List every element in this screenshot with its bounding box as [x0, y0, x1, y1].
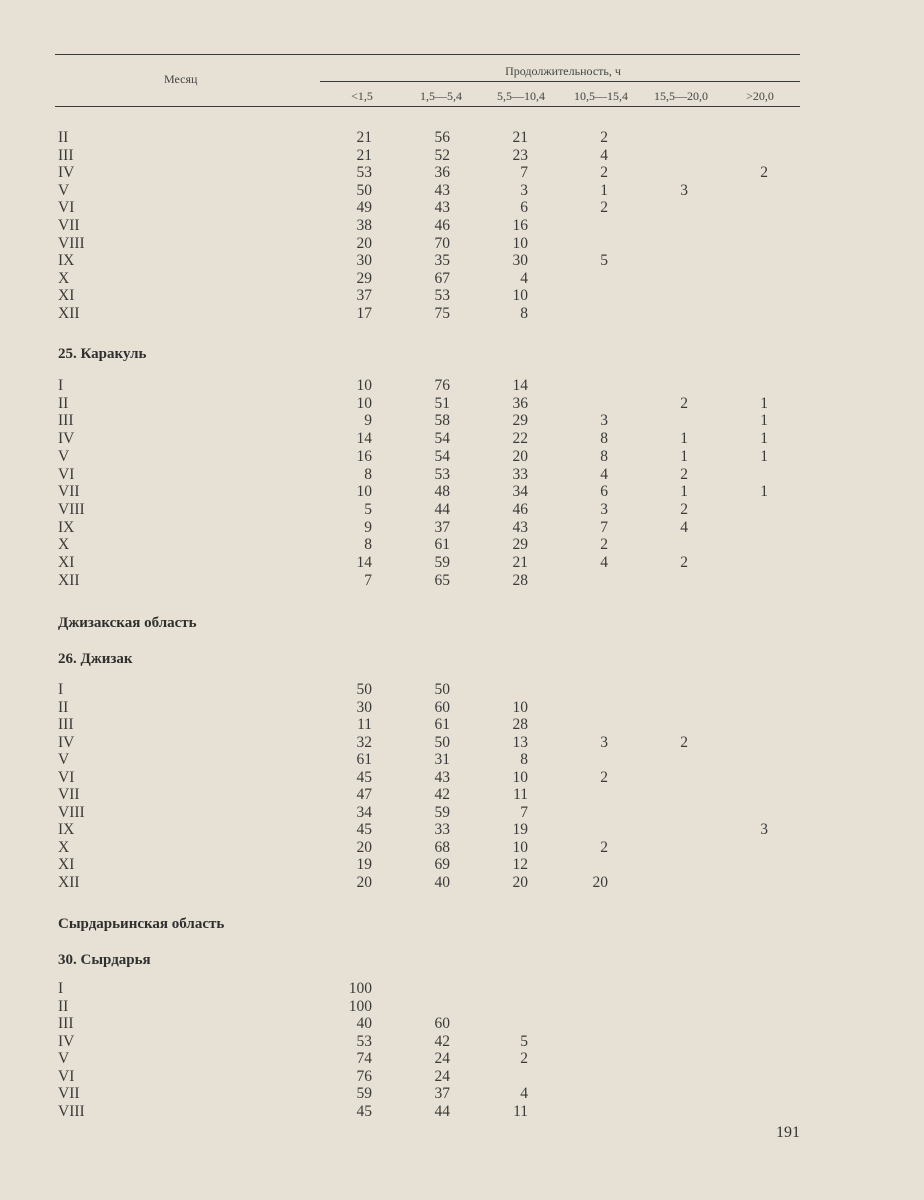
value-cell: 10	[356, 394, 372, 412]
value-cell: 4	[520, 1085, 528, 1102]
value-cell: 20	[512, 873, 528, 891]
month-cell: VII	[58, 483, 80, 501]
value-cell: 4	[600, 146, 608, 164]
value-cell: 1	[760, 412, 768, 430]
value-cell: 17	[356, 305, 372, 322]
value-cell: 2	[520, 1050, 528, 1067]
value-cell: 3	[760, 821, 768, 838]
month-cell: XI	[58, 287, 75, 305]
value-cell: 40	[356, 1015, 372, 1032]
value-cell: 2	[680, 500, 688, 518]
value-cell: 42	[434, 1032, 450, 1050]
value-cell: 11	[513, 786, 528, 803]
value-cell: 10	[356, 377, 372, 394]
value-cell: 43	[434, 199, 450, 217]
month-cell: V	[58, 751, 70, 768]
value-cell: 16	[512, 217, 528, 234]
value-cell: 1	[760, 394, 768, 412]
value-cell: 8	[520, 305, 528, 322]
table-row	[0, 305, 924, 322]
value-cell: 37	[434, 1085, 450, 1102]
value-cell: 65	[434, 571, 450, 589]
value-cell: 1	[760, 447, 768, 465]
table-row	[0, 430, 924, 447]
month-cell: VIII	[58, 1102, 85, 1120]
table-row	[0, 1015, 924, 1032]
table-row	[0, 572, 924, 589]
value-cell: 2	[600, 536, 608, 554]
value-cell: 2	[600, 838, 608, 856]
value-cell: 1	[680, 447, 688, 465]
value-cell: 45	[356, 768, 372, 786]
value-cell: 1	[760, 483, 768, 501]
value-cell: 61	[356, 751, 372, 768]
value-cell: 3	[600, 500, 608, 518]
table-row	[0, 164, 924, 181]
month-cell: IV	[58, 733, 75, 751]
month-cell: XI	[58, 554, 75, 571]
table-row	[0, 252, 924, 269]
value-cell: 34	[356, 803, 372, 821]
value-cell: 36	[434, 164, 450, 182]
value-cell: 6	[600, 483, 608, 501]
value-cell: 50	[434, 681, 450, 698]
month-cell: IX	[58, 252, 75, 270]
value-cell: 7	[600, 518, 608, 536]
value-cell: 53	[356, 164, 372, 182]
month-cell: III	[58, 412, 74, 430]
table-row	[0, 998, 924, 1015]
table-row	[0, 874, 924, 891]
value-cell: 43	[512, 518, 528, 536]
table-row	[0, 839, 924, 856]
value-cell: 50	[356, 681, 372, 698]
value-cell: 21	[356, 129, 372, 146]
month-cell: X	[58, 269, 70, 287]
value-cell: 44	[434, 1102, 450, 1120]
table-row	[0, 856, 924, 873]
month-cell: IX	[58, 518, 75, 536]
month-cell: VII	[58, 217, 80, 234]
month-cell: XI	[58, 856, 75, 873]
table-top-rule	[55, 54, 800, 55]
value-cell: 60	[434, 1015, 450, 1032]
value-cell: 100	[348, 997, 372, 1015]
value-cell: 54	[434, 447, 450, 465]
value-cell: 30	[356, 252, 372, 270]
col-header-6: >20,0	[746, 89, 774, 103]
value-cell: 2	[680, 554, 688, 571]
month-cell: V	[58, 1050, 70, 1067]
value-cell: 34	[512, 483, 528, 501]
month-cell: VI	[58, 768, 75, 786]
value-cell: 44	[434, 500, 450, 518]
value-cell: 60	[434, 698, 450, 716]
value-cell: 31	[434, 751, 450, 768]
value-cell: 28	[512, 571, 528, 589]
page-number: 191	[776, 1124, 800, 1141]
table-row	[0, 536, 924, 553]
col-header-5: 15,5—20,0	[654, 89, 708, 103]
month-cell: VIII	[58, 500, 85, 518]
value-cell: 4	[520, 269, 528, 287]
value-cell: 53	[356, 1032, 372, 1050]
value-cell: 59	[356, 1085, 372, 1102]
value-cell: 59	[434, 554, 450, 571]
value-cell: 53	[434, 465, 450, 483]
value-cell: 10	[512, 234, 528, 252]
value-cell: 10	[512, 768, 528, 786]
value-cell: 8	[600, 447, 608, 465]
table-row	[0, 1050, 924, 1067]
value-cell: 10	[356, 483, 372, 501]
col-header-2: 1,5—5,4	[420, 89, 462, 103]
value-cell: 3	[520, 181, 528, 199]
month-cell: VI	[58, 1067, 75, 1085]
table-row	[0, 734, 924, 751]
value-cell: 45	[356, 821, 372, 838]
value-cell: 5	[520, 1032, 528, 1050]
value-cell: 30	[512, 252, 528, 270]
value-cell: 70	[434, 234, 450, 252]
table-row	[0, 466, 924, 483]
value-cell: 10	[512, 838, 528, 856]
value-cell: 19	[512, 821, 528, 838]
table-row	[0, 129, 924, 146]
value-cell: 54	[434, 430, 450, 448]
value-cell: 2	[600, 129, 608, 146]
table-row	[0, 377, 924, 394]
value-cell: 21	[512, 554, 528, 571]
value-cell: 2	[680, 465, 688, 483]
month-cell: XII	[58, 305, 80, 322]
region-title-jizzakh: Джизакская область	[58, 615, 197, 631]
col-header-4: 10,5—15,4	[574, 89, 628, 103]
value-cell: 51	[434, 394, 450, 412]
table-row	[0, 716, 924, 733]
month-cell: IV	[58, 430, 75, 448]
value-cell: 52	[434, 146, 450, 164]
value-cell: 1	[680, 483, 688, 501]
station-title-jizzakh: 26. Джизак	[58, 651, 133, 667]
value-cell: 50	[356, 181, 372, 199]
value-cell: 9	[364, 412, 372, 430]
value-cell: 3	[680, 181, 688, 199]
value-cell: 2	[680, 733, 688, 751]
value-cell: 21	[356, 146, 372, 164]
month-cell: II	[58, 997, 69, 1015]
value-cell: 2	[600, 199, 608, 217]
value-cell: 1	[680, 430, 688, 448]
value-cell: 29	[356, 269, 372, 287]
month-cell: IX	[58, 821, 75, 838]
table-row	[0, 182, 924, 199]
value-cell: 22	[512, 430, 528, 448]
value-cell: 20	[356, 873, 372, 891]
value-cell: 19	[356, 856, 372, 873]
value-cell: 32	[356, 733, 372, 751]
value-cell: 14	[356, 554, 372, 571]
value-cell: 5	[600, 252, 608, 270]
value-cell: 53	[434, 287, 450, 305]
table-row	[0, 501, 924, 518]
month-cell: VI	[58, 465, 75, 483]
value-cell: 67	[434, 269, 450, 287]
group-header-rule	[320, 81, 800, 82]
value-cell: 20	[356, 234, 372, 252]
table-row	[0, 217, 924, 234]
table-row	[0, 270, 924, 287]
value-cell: 76	[356, 1067, 372, 1085]
month-cell: III	[58, 1015, 74, 1032]
table-row	[0, 821, 924, 838]
value-cell: 61	[434, 536, 450, 554]
value-cell: 100	[348, 980, 372, 997]
table-row	[0, 751, 924, 768]
value-cell: 30	[356, 698, 372, 716]
value-cell: 33	[434, 821, 450, 838]
month-cell: IV	[58, 164, 75, 182]
duration-group-header: Продолжительность, ч	[505, 64, 621, 78]
value-cell: 6	[520, 199, 528, 217]
table-row	[0, 786, 924, 803]
station-title-syrdarya: 30. Сырдарья	[58, 952, 151, 968]
value-cell: 20	[356, 838, 372, 856]
value-cell: 12	[512, 856, 528, 873]
value-cell: 58	[434, 412, 450, 430]
table-row	[0, 1103, 924, 1120]
value-cell: 61	[434, 716, 450, 733]
col-header-3: 5,5—10,4	[497, 89, 545, 103]
value-cell: 9	[364, 518, 372, 536]
value-cell: 4	[600, 465, 608, 483]
value-cell: 43	[434, 181, 450, 199]
month-cell: III	[58, 716, 74, 733]
value-cell: 14	[512, 377, 528, 394]
value-cell: 8	[364, 465, 372, 483]
month-cell: II	[58, 129, 69, 146]
value-cell: 40	[434, 873, 450, 891]
value-cell: 8	[520, 751, 528, 768]
month-cell: X	[58, 838, 70, 856]
month-cell: VII	[58, 786, 80, 803]
table-header-bottom-rule	[55, 106, 800, 107]
table-row	[0, 980, 924, 997]
value-cell: 50	[434, 733, 450, 751]
value-cell: 14	[356, 430, 372, 448]
value-cell: 3	[600, 412, 608, 430]
station-title-karakul: 25. Каракуль	[58, 346, 147, 362]
table-row	[0, 519, 924, 536]
value-cell: 24	[434, 1050, 450, 1067]
value-cell: 37	[434, 518, 450, 536]
month-cell: VII	[58, 1085, 80, 1102]
value-cell: 37	[356, 287, 372, 305]
month-cell: V	[58, 447, 70, 465]
value-cell: 56	[434, 129, 450, 146]
value-cell: 42	[434, 786, 450, 803]
region-title-syrdarya: Сырдарьинская область	[58, 916, 225, 932]
value-cell: 23	[512, 146, 528, 164]
value-cell: 2	[600, 164, 608, 182]
value-cell: 20	[512, 447, 528, 465]
table-row	[0, 287, 924, 304]
month-cell: IV	[58, 1032, 75, 1050]
month-cell: VIII	[58, 803, 85, 821]
value-cell: 46	[512, 500, 528, 518]
value-cell: 1	[600, 181, 608, 199]
value-cell: 28	[512, 716, 528, 733]
table-row	[0, 699, 924, 716]
value-cell: 8	[600, 430, 608, 448]
value-cell: 2	[680, 394, 688, 412]
value-cell: 48	[434, 483, 450, 501]
table-row	[0, 199, 924, 216]
value-cell: 33	[512, 465, 528, 483]
value-cell: 75	[434, 305, 450, 322]
value-cell: 29	[512, 536, 528, 554]
value-cell: 8	[364, 536, 372, 554]
table-row	[0, 681, 924, 698]
month-cell: III	[58, 146, 74, 164]
value-cell: 20	[592, 873, 608, 891]
month-cell: VI	[58, 199, 75, 217]
value-cell: 16	[356, 447, 372, 465]
value-cell: 45	[356, 1102, 372, 1120]
value-cell: 49	[356, 199, 372, 217]
table-row	[0, 395, 924, 412]
value-cell: 7	[520, 803, 528, 821]
value-cell: 2	[760, 164, 768, 182]
value-cell: 7	[520, 164, 528, 182]
month-cell: I	[58, 980, 64, 997]
table-row	[0, 412, 924, 429]
value-cell: 11	[357, 716, 372, 733]
table-row	[0, 147, 924, 164]
value-cell: 4	[600, 554, 608, 571]
month-cell: VIII	[58, 234, 85, 252]
table-row	[0, 483, 924, 500]
value-cell: 2	[600, 768, 608, 786]
value-cell: 10	[512, 287, 528, 305]
col-header-1: <1,5	[351, 89, 373, 103]
value-cell: 24	[434, 1067, 450, 1085]
value-cell: 29	[512, 412, 528, 430]
value-cell: 68	[434, 838, 450, 856]
value-cell: 76	[434, 377, 450, 394]
value-cell: 38	[356, 217, 372, 234]
table-row	[0, 1068, 924, 1085]
month-cell: XII	[58, 873, 80, 891]
value-cell: 1	[760, 430, 768, 448]
table-row	[0, 448, 924, 465]
value-cell: 3	[600, 733, 608, 751]
month-cell: II	[58, 394, 69, 412]
value-cell: 46	[434, 217, 450, 234]
month-cell: I	[58, 681, 64, 698]
value-cell: 36	[512, 394, 528, 412]
month-header: Месяц	[164, 72, 198, 86]
value-cell: 47	[356, 786, 372, 803]
month-cell: XII	[58, 571, 80, 589]
value-cell: 10	[512, 698, 528, 716]
value-cell: 5	[364, 500, 372, 518]
value-cell: 35	[434, 252, 450, 270]
value-cell: 43	[434, 768, 450, 786]
month-cell: X	[58, 536, 70, 554]
table-row	[0, 1033, 924, 1050]
table-row	[0, 554, 924, 571]
table-row	[0, 235, 924, 252]
value-cell: 11	[513, 1102, 528, 1120]
month-cell: II	[58, 698, 69, 716]
value-cell: 74	[356, 1050, 372, 1067]
month-cell: I	[58, 377, 64, 394]
table-row	[0, 769, 924, 786]
table-row	[0, 1085, 924, 1102]
table-row	[0, 804, 924, 821]
value-cell: 69	[434, 856, 450, 873]
value-cell: 59	[434, 803, 450, 821]
value-cell: 13	[512, 733, 528, 751]
value-cell: 7	[364, 571, 372, 589]
month-cell: V	[58, 181, 70, 199]
value-cell: 21	[512, 129, 528, 146]
value-cell: 4	[680, 518, 688, 536]
